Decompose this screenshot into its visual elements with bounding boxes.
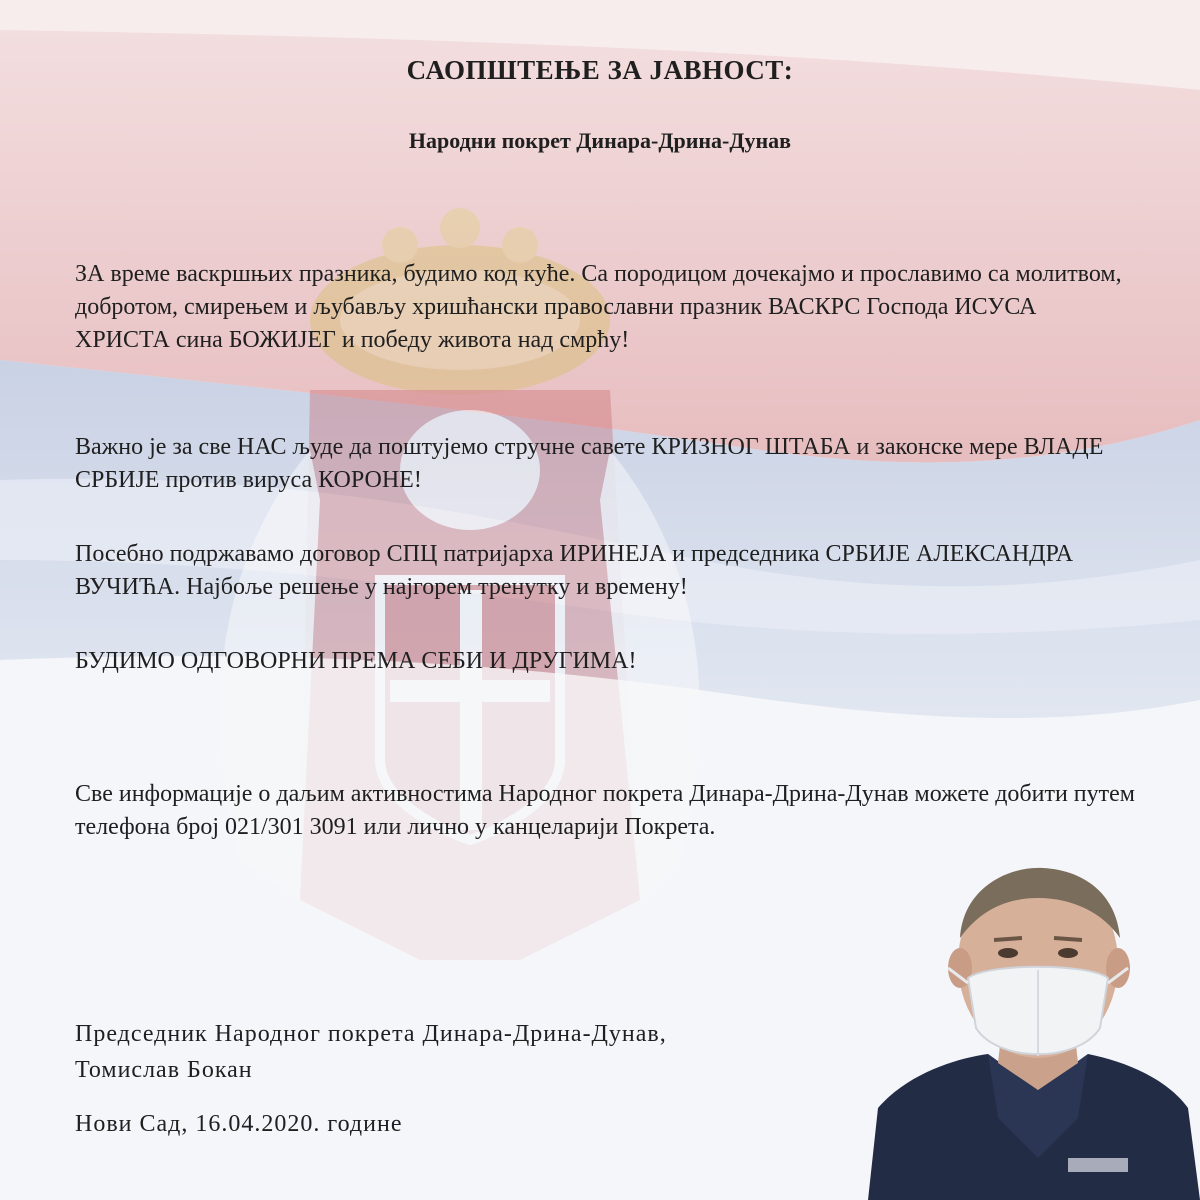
page-title: САОПШТЕЊЕ ЗА ЈАВНОСТ: bbox=[406, 55, 794, 85]
body-paragraph-3: Посебно подржавамо договор СПЦ патријарха ИРИНЕЈА и председника СРБИЈЕ АЛЕКСАНДРА ВУЧИЋА. Најбоље решење у најгорем тренутку и времену! bbox=[75, 541, 1074, 600]
body-paragraph-4: БУДИМО ОДГОВОРНИ ПРЕМА СЕБИ И ДРУГИМА! bbox=[75, 648, 637, 674]
contact-paragraph: Све информације о даљим активностима Народног покрета Динара-Дрина-Дунав можете добити путем телефона број 021/301 3091 или лично у канцеларији Покрета. bbox=[75, 781, 1135, 840]
body-paragraph-1: ЗА време васкршњих празника, будимо код куће. Са породицом дочекајмо и прославимо са молитвом, добротом, смирењем и љубављу хришћански православни празник ВАСКРС Господа ИСУСА ХРИСТА сина БОЖИЈЕГ и победу живота над смрћу! bbox=[75, 261, 1122, 353]
signature-name: Томислав Бокан bbox=[75, 1057, 253, 1083]
body-paragraph-2: Важно је за све НАС људе да поштујемо стручне савете КРИЗНОГ ШТАБА и законске мере ВЛАДЕ СРБИЈЕ против вируса КОРОНЕ! bbox=[75, 434, 1104, 493]
organization-name: Народни покрет Динара-Дрина-Дунав bbox=[408, 128, 792, 153]
signature-role: Председник Народног покрета Динара-Дрина-Дунав, bbox=[75, 1021, 667, 1047]
place-and-date: Нови Сад, 16.04.2020. године bbox=[75, 1111, 403, 1137]
